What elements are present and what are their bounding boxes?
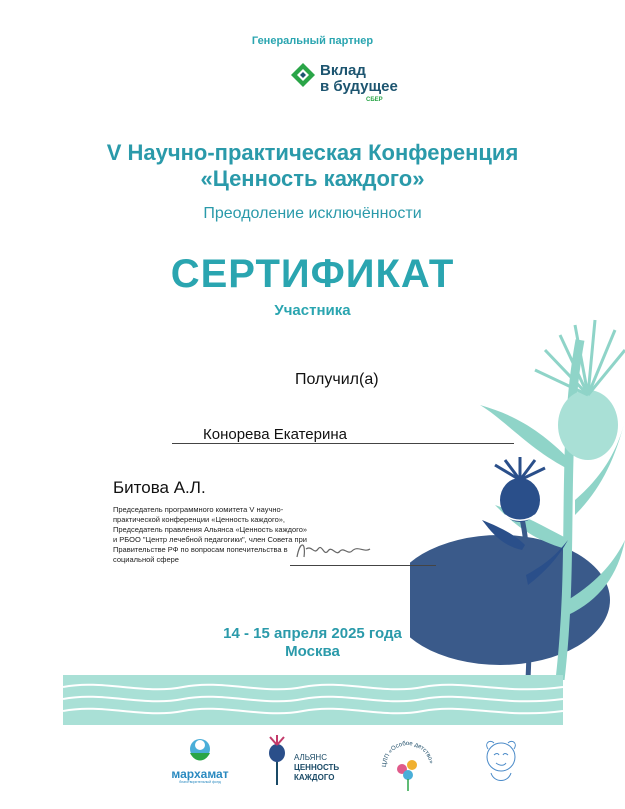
signatory-name: Битова А.Л. <box>113 478 206 497</box>
special-childhood-logo-text: ЦЛП «Особое детство» <box>381 740 434 768</box>
marhamat-logo <box>165 735 235 785</box>
special-childhood-logo <box>378 735 438 795</box>
alliance-thistle-icon <box>262 735 292 785</box>
signature-scribble-icon <box>292 535 392 565</box>
conference-theme: Преодоление исключённости <box>203 205 422 222</box>
partner-logo-brand: СБЕР <box>366 97 383 103</box>
marhamat-logo-icon <box>165 735 235 767</box>
received-label: Получил(а) <box>295 371 379 388</box>
event-dates: 14 - 15 апреля 2025 года <box>223 625 402 642</box>
partner-logo-icon <box>290 62 316 88</box>
alliance-logo-line3: КАЖДОГО <box>294 773 335 782</box>
alliance-logo-line1: АЛЬЯНС <box>294 753 327 762</box>
partner-logo <box>290 58 420 108</box>
conference-title-line1: V Научно-практическая Конференция <box>106 140 519 165</box>
partner-label: Генеральный партнер <box>251 35 374 47</box>
partner-face-logo <box>476 735 526 790</box>
conference-title-line2: «Ценность каждого» <box>200 166 425 191</box>
alliance-logo <box>262 735 352 785</box>
face-outline-icon <box>476 735 526 790</box>
marhamat-logo-title: мархамат <box>171 767 229 781</box>
signature-line <box>290 565 436 566</box>
certificate-title: СЕРТИФИКАТ <box>170 252 455 296</box>
marhamat-logo-subtitle: благотворительный фонд <box>179 780 221 784</box>
special-childhood-logo-icon <box>378 735 438 795</box>
certificate-subtitle: Участника <box>274 302 351 319</box>
decorative-wave-band <box>63 675 563 725</box>
thistle-illustration-icon <box>410 300 625 680</box>
signatory-description: Председатель программного комитета V научно-практической конференции «Ценность каждого», Председатель правления Альянса «Ценность каждого» и РБОО "Центр лечебной педагогики", член Совета при Правительстве РФ по вопросам попечительства в социальной сфере <box>113 505 308 564</box>
recipient-name: Конорева Екатерина <box>203 426 348 443</box>
partner-logo-text-2: в будущее <box>320 78 398 95</box>
alliance-logo-line2: ЦЕННОСТЬ <box>294 763 340 772</box>
event-city: Москва <box>285 643 340 660</box>
partner-logo-text-1: Вклад <box>320 62 366 79</box>
recipient-underline <box>172 443 514 444</box>
